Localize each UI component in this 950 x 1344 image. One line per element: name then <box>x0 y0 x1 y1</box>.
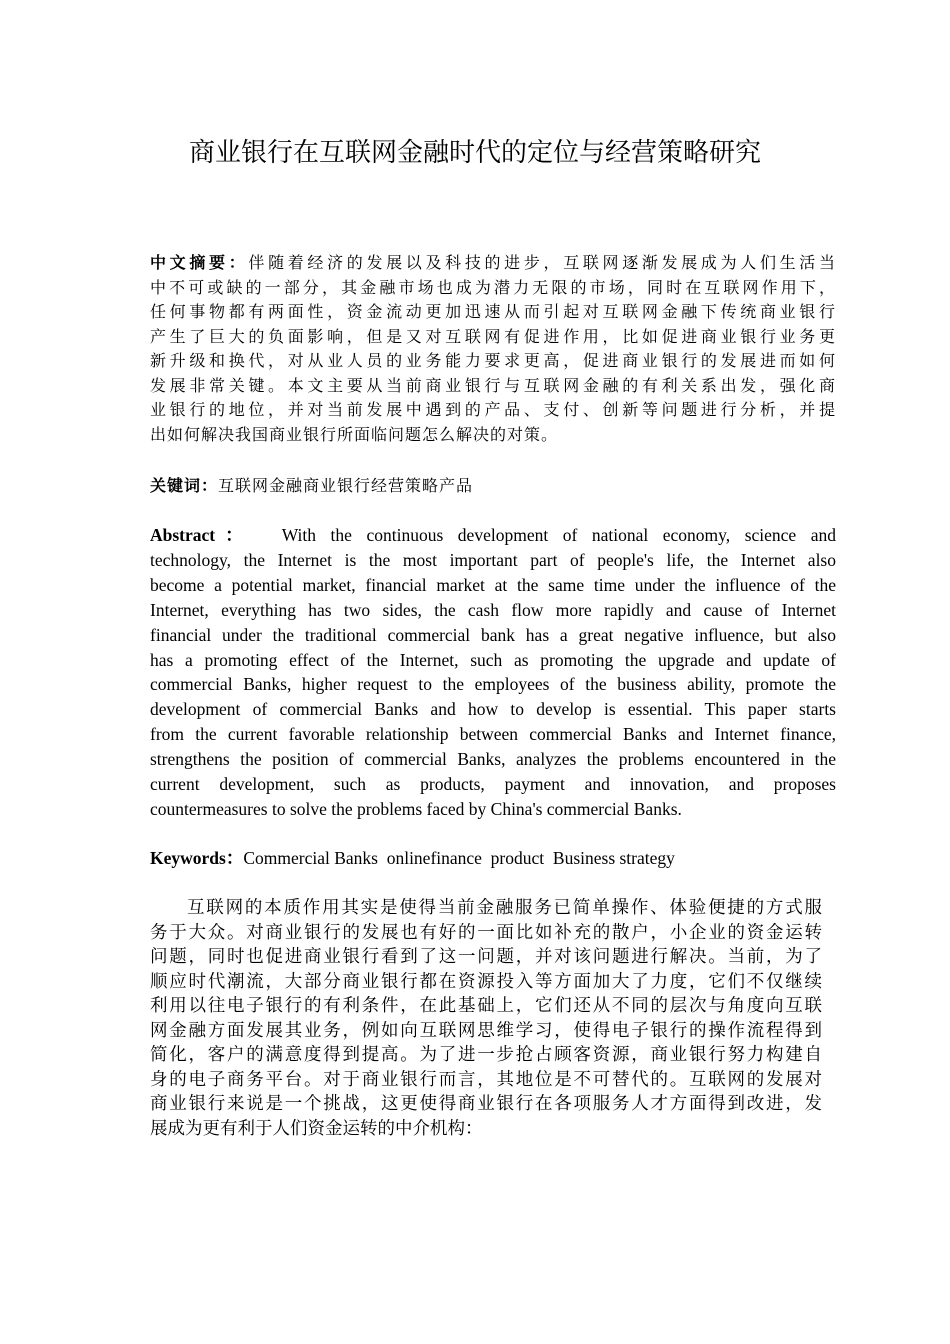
body-line: 务于大众。对商业银行的发展也有好的一面比如补充的散户，小企业的资金运转 <box>150 922 822 943</box>
chinese-abstract <box>150 251 836 447</box>
abstract-line: 中不可或缺的一部分，其金融市场也成为潜力无限的市场，同时在互联网作用下， <box>150 277 836 297</box>
english-abstract <box>150 523 836 822</box>
abstract-line: become a potential market, financial market at the same time under the influence of the <box>150 574 836 595</box>
body-paragraph <box>150 896 822 1141</box>
abstract-line: 中文摘要：伴随着经济的发展以及科技的进步，互联网逐渐发展成为人们生活当 <box>150 253 836 272</box>
english-keywords <box>150 846 836 871</box>
chinese-keywords-label: 关键词： <box>150 476 219 495</box>
abstract-line: technology, the Internet is the most important part of people's life, the Internet also <box>150 549 836 570</box>
english-abstract-label: Abstract： <box>150 525 253 545</box>
abstract-line: 发展非常关键。本文主要从当前商业银行与互联网金融的有利关系出发，强化商 <box>150 375 836 395</box>
abstract-line: countermeasures to solve the problems faced by China's commercial Banks. <box>150 798 682 819</box>
body-line: 利用以往电子银行的有利条件，在此基础上，它们还从不同的层次与角度向互联 <box>150 996 822 1016</box>
body-line: 网金融方面发展其业务，例如向互联网思维学习，使得电子银行的操作流程得到 <box>150 1020 822 1041</box>
abstract-line: 业银行的地位，并对当前发展中遇到的产品、支付、创新等问题进行分析，并提 <box>150 400 836 419</box>
abstract-line: 任何事物都有两面性，资金流动更加迅速从而引起对互联网金融下传统商业银行 <box>150 302 836 321</box>
body-line: 简化，客户的满意度得到提高。为了进一步抢占顾客资源，商业银行努力构建自 <box>150 1045 822 1065</box>
document-title: 商业银行在互联网金融时代的定位与经营策略研究 <box>188 138 761 168</box>
abstract-line: development of commercial Banks and how to develop is essential. This paper starts <box>150 699 836 720</box>
abstract-line: Internet, everything has two sides, the cash flow more rapidly and cause of Internet <box>150 599 836 620</box>
abstract-line: 产生了巨大的负面影响，但是又对互联网有促进作用，比如促进商业银行业务更 <box>150 326 836 346</box>
abstract-line: commercial Banks, higher request to the employees of the business ability, promote the <box>150 674 836 695</box>
body-line: 互联网的本质作用其实是使得当前金融服务已简单操作、体验便捷的方式服 <box>187 898 822 918</box>
abstract-line: 出如何解决我国商业银行所面临问题怎么解决的对策。 <box>150 424 559 444</box>
english-keywords-value: Commercial Banks onlinefinance product Business strategy <box>243 848 675 868</box>
abstract-line: from the current favorable relationship between commercial Banks and Internet finance, <box>150 724 836 745</box>
body-line: 商业银行来说是一个挑战，这更使得商业银行在各项服务人才方面得到改进，发 <box>150 1094 822 1114</box>
body-line: 身的电子商务平台。对于商业银行而言，其地位是不可替代的。互联网的发展对 <box>150 1069 822 1090</box>
chinese-keywords <box>150 474 836 499</box>
abstract-line: 新升级和换代，对从业人员的业务能力要求更高，促进商业银行的发展进而如何 <box>150 351 836 370</box>
body-line: 展成为更有利于人们资金运转的中介机构： <box>150 1118 483 1139</box>
chinese-abstract-label: 中文摘要： <box>150 253 249 272</box>
body-line: 问题，同时也促进商业银行看到了这一问题，并对该问题进行解决。当前，为了 <box>150 947 822 967</box>
abstract-line: financial under the traditional commercial bank has a great negative influence, but also <box>150 624 836 645</box>
abstract-line: has a promoting effect of the Internet, such as promoting the upgrade and update of <box>150 649 836 670</box>
abstract-line: Abstract： With the continuous development of national economy, science and <box>150 525 836 545</box>
chinese-keywords-value: 互联网金融商业银行经营策略产品 <box>218 476 474 495</box>
abstract-line: strengthens the position of commercial Banks, analyzes the problems encountered in the <box>150 749 836 770</box>
english-keywords-label: Keywords： <box>150 848 244 868</box>
abstract-line: current development, such as products, payment and innovation, and proposes <box>150 774 836 795</box>
body-line: 顺应时代潮流，大部分商业银行都在资源投入等方面加大了力度，它们不仅继续 <box>150 971 822 992</box>
